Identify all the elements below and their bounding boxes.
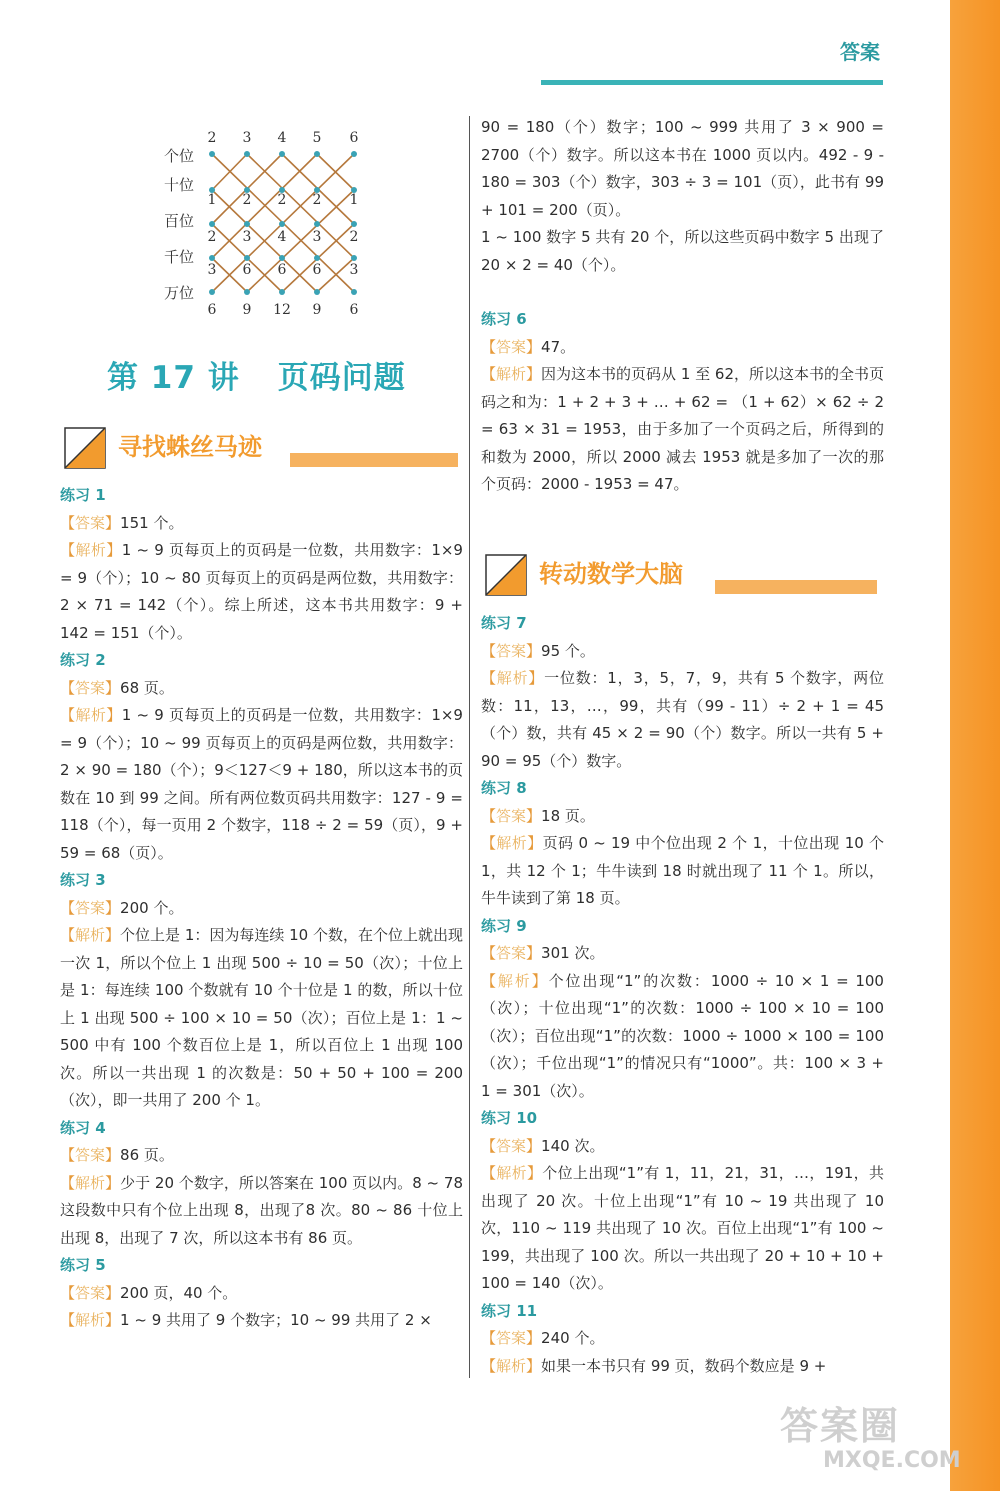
exercise-title: 练习 10: [481, 1109, 538, 1127]
answer-tag: 【答案】: [481, 806, 542, 825]
column-divider: [469, 116, 470, 1378]
answer-line: [60, 895, 463, 923]
section-title: 转动数学大脑: [539, 560, 683, 588]
section-header-1: [62, 425, 462, 473]
analysis-tag: 【解析】: [60, 1173, 121, 1192]
analysis-text: 一位数：1，3，5，7，9，共有 5 个数字，两位数：11，13，…，99，共有（99 - 11）÷ 2 + 1 = 45（个）数，共有 45 × 2 = 90（个）数字。所以一共有 5 + 90 = 95（个）数字。: [481, 669, 884, 770]
analysis-tag: 【解析】: [60, 541, 122, 559]
analysis-tag: 【解析】: [481, 971, 549, 990]
answer-line: [481, 638, 884, 666]
bottom-num: 9: [312, 302, 322, 318]
analysis-line: [60, 1307, 463, 1335]
row-label: 百位: [164, 212, 195, 230]
section-bar: [715, 580, 877, 594]
answer-line: [481, 803, 884, 831]
right-column-top: [481, 114, 884, 499]
row2-num: 4: [277, 229, 287, 245]
analysis-tag: 【解析】: [481, 834, 543, 852]
answer-text: 200 个。: [120, 898, 184, 917]
lecture-number: 第 17 讲: [107, 360, 240, 396]
analysis-text: 页码 0 ~ 19 中个位出现 2 个 1，十位出现 10 个 1，共 12 个 1；牛牛读到 18 时就出现了 11 个 1。所以，牛牛读到了第 18 页。: [481, 834, 884, 907]
row3-num: 6: [277, 262, 287, 278]
analysis-tag: 【解析】: [60, 926, 121, 944]
row1-num: 1: [349, 192, 359, 208]
answer-line: [60, 1142, 463, 1170]
section-bar: [290, 453, 458, 467]
analysis-line: [60, 1170, 463, 1253]
bottom-num: 6: [207, 302, 217, 318]
answer-text: 140 次。: [541, 1136, 605, 1155]
lecture-title: [107, 352, 406, 397]
answer-text: 301 次。: [541, 944, 605, 962]
answer-line: [481, 1325, 884, 1353]
answer-text: 47。: [541, 337, 576, 356]
analysis-tag: 【解析】: [481, 669, 545, 687]
row3-num: 6: [312, 262, 322, 278]
exercise-title: 练习 7: [481, 614, 527, 632]
top-num: 5: [312, 130, 322, 146]
section-header-2: [483, 552, 883, 600]
top-num: 2: [207, 130, 217, 146]
row-label: 万位: [164, 284, 195, 302]
answer-tag: 【答案】: [481, 641, 542, 660]
analysis-text: 个位上出现“1”有 1，11，21，31，…，191，共出现了 20 次。十位上出现“1”有 10 ~ 19 共出现了 10 次，110 ~ 119 共出现了 10 次。百位上出现“1”有 100 ~ 199，共出现了 100 次。所以一共出现了 20 + 10 + 10 + 100 = 140（次）。: [481, 1164, 884, 1292]
exercise-title: 练习 11: [481, 1301, 538, 1320]
section-title: 寻找蛛丝马迹: [118, 433, 262, 461]
analysis-tag: 【解析】: [481, 1356, 542, 1375]
analysis-line: [481, 665, 884, 775]
left-column: [60, 482, 463, 1335]
answer-line: [481, 334, 884, 362]
row-label: 十位: [164, 176, 195, 194]
row2-num: 2: [207, 229, 217, 245]
lecture-name: 页码问题: [277, 360, 406, 396]
top-num: 4: [277, 130, 287, 146]
analysis-text: 因为这本书的页码从 1 至 62，所以这本书的全书页码之和为：1 + 2 + 3 + … + 62 = （1 + 62）× 62 ÷ 2 = 63 × 31 = 1953，由于多加了一个页码之后，所得到的和数为 2000，所以 2000 减去 1953 就是多加了一次的那个页码：2000 - 1953 = 47。: [481, 365, 884, 493]
row2-num: 3: [312, 229, 322, 245]
answer-tag: 【答案】: [60, 513, 121, 532]
analysis-text: 1 ~ 9 页每页上的页码是一位数，共用数字：1×9 = 9（个）；10 ~ 99 页每页上的页码是两位数，共用数字：2 × 90 = 180（个）；9＜127＜9 + 180，所以这本书的页数在 10 到 99 之间。所有两位数页码共用数字：127 - 9 = 118（个），每一页用 2 个数字，118 ÷ 2 = 59（页），9 + 59 = 68（页）。: [60, 706, 463, 862]
answer-text: 18 页。: [541, 806, 595, 825]
analysis-text: 1 ~ 9 页每页上的页码是一位数，共用数字：1×9 = 9（个）；10 ~ 80 页每页上的页码是两位数，共用数字：2 × 71 = 142（个）。综上所述，这本书共用数字：9 + 142 = 151（个）。: [60, 541, 463, 642]
analysis-tag: 【解析】: [481, 365, 542, 383]
continued-text: 90 = 180（个）数字；100 ~ 999 共用了 3 × 900 = 2700（个）数字。所以这本书在 1000 页以内。492 - 9 - 180 = 303（个）数字，303 ÷ 3 = 101（页），此书有 99 + 101 = 200（页）。: [481, 118, 884, 219]
row-label: 千位: [164, 248, 195, 266]
analysis-tag: 【解析】: [60, 706, 122, 724]
row1-num: 2: [277, 192, 287, 208]
analysis-text: 个位出现“1”的次数：1000 ÷ 10 × 1 = 100（次）；十位出现“1”的次数：1000 ÷ 100 × 10 = 100（次）；百位出现“1”的次数：1000 ÷ 1000 × 100 = 100（次）；千位出现“1”的情况只有“1000”。共：100 × 3 + 1 = 301（次）。: [481, 971, 884, 1100]
bottom-num: 12: [273, 302, 291, 318]
answer-tag: 【答案】: [481, 1136, 542, 1155]
answer-text: 200 页，40 个。: [120, 1283, 238, 1302]
row1-num: 2: [242, 192, 252, 208]
answer-line: [60, 1280, 463, 1308]
answer-text: 240 个。: [541, 1329, 605, 1347]
analysis-line: [60, 922, 463, 1115]
section-triangle-icon: [62, 425, 108, 471]
right-column-bottom: [481, 610, 884, 1380]
continued-text: 1 ~ 100 数字 5 共有 20 个，所以这些页码中数字 5 出现了 20 × 2 = 40（个）。: [481, 228, 884, 274]
analysis-line: [481, 361, 884, 499]
bottom-num: 6: [349, 302, 359, 318]
answer-text: 151 个。: [120, 513, 184, 532]
analysis-text: 少于 20 个数字，所以答案在 100 页以内。8 ~ 78 这段数中只有个位上出现 8，出现了8 次。80 ~ 86 十位上出现 8，出现了 7 次，所以这本书有 86 页。: [60, 1173, 463, 1247]
watermark-logo: 答案圈: [780, 1404, 901, 1448]
answer-line: [60, 675, 463, 703]
row1-num: 2: [312, 192, 322, 208]
answer-tag: 【答案】: [60, 898, 121, 917]
row-label: 个位: [164, 147, 195, 165]
analysis-tag: 【解析】: [481, 1164, 543, 1182]
exercise-title: 练习 2: [60, 651, 106, 669]
answer-tag: 【答案】: [60, 1146, 121, 1164]
analysis-text: 如果一本书只有 99 页，数码个数应是 9 +: [541, 1356, 827, 1375]
answer-tag: 【答案】: [481, 944, 542, 962]
row2-num: 3: [242, 229, 252, 245]
analysis-tag: 【解析】: [60, 1311, 121, 1329]
row3-num: 3: [207, 262, 217, 278]
row1-num: 1: [207, 192, 217, 208]
analysis-line: [60, 702, 463, 867]
watermark-url: MXQE.COM: [823, 1448, 961, 1473]
section-triangle-icon: [483, 552, 529, 598]
analysis-line: [481, 1160, 884, 1298]
answer-tag: 【答案】: [60, 678, 121, 697]
analysis-line: [481, 968, 884, 1106]
header-title: 答案: [840, 40, 880, 64]
answer-tag: 【答案】: [481, 1329, 542, 1347]
exercise-title: 练习 3: [60, 871, 106, 889]
top-num: 6: [349, 130, 359, 146]
exercise-title: 练习 1: [60, 486, 106, 504]
exercise-title: 练习 9: [481, 916, 527, 935]
row3-num: 6: [242, 262, 252, 278]
answer-line: [481, 1133, 884, 1161]
answer-text: 86 页。: [120, 1146, 174, 1164]
analysis-line: [60, 537, 463, 647]
answer-text: 68 页。: [120, 678, 174, 697]
answer-line: [481, 940, 884, 968]
top-num: 3: [242, 130, 252, 146]
exercise-title: 练习 6: [481, 310, 527, 328]
row3-num: 3: [349, 262, 359, 278]
analysis-line: [481, 1353, 884, 1381]
analysis-line: [481, 830, 884, 913]
exercise-title: 练习 4: [60, 1118, 106, 1137]
row2-num: 2: [349, 229, 359, 245]
answer-tag: 【答案】: [60, 1283, 121, 1302]
exercise-title: 练习 5: [60, 1256, 106, 1274]
page-edge-strip: [950, 0, 1000, 1491]
answer-line: [60, 510, 463, 538]
bottom-num: 9: [242, 302, 252, 318]
analysis-text: 1 ~ 9 共用了 9 个数字；10 ~ 99 共用了 2 ×: [120, 1311, 432, 1329]
exercise-title: 练习 8: [481, 779, 527, 797]
answer-text: 95 个。: [541, 641, 595, 660]
analysis-text: 个位上是 1：因为每连续 10 个数，在个位上就出现一次 1，所以个位上 1 出现 500 ÷ 10 = 50（次）；十位上是 1：每连续 100 个数就有 10 个十位是 1 的数，所以十位上 1 出现 500 ÷ 100 × 10 = 50（次）；百位上是 1：1 ~ 500 中有 100 个数百位上是 1，所以百位上 1 出现 100 次。所以一共出现 1 的次数是：50 + 50 + 100 = 200（次），即一共用了 200 个 1。: [60, 926, 463, 1109]
header-bar: [541, 80, 883, 85]
answer-tag: 【答案】: [481, 337, 542, 356]
digit-grid-figure: [160, 120, 370, 320]
